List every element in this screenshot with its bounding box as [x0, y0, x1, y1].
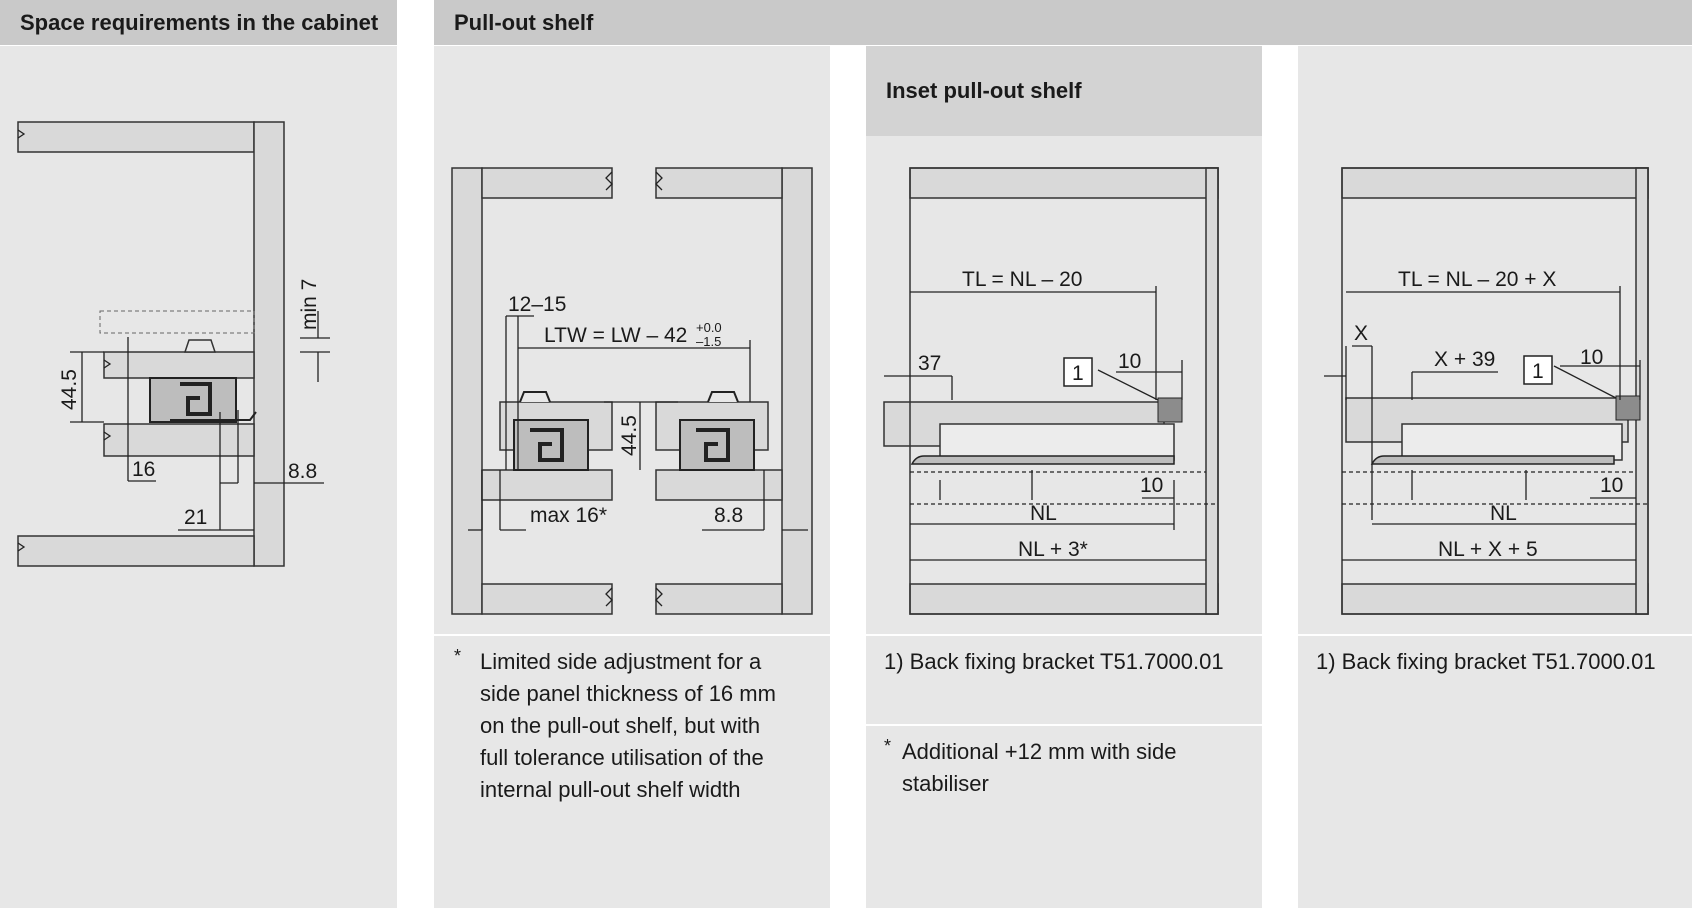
overlay-dim-x39: X + 39: [1434, 348, 1496, 371]
pullout-note-line-2: side panel thickness of 16 mm: [480, 681, 776, 706]
space-diagram: [0, 0, 397, 908]
pullout-divider: [434, 634, 830, 636]
dim-max16: max 16*: [530, 504, 608, 527]
shelf-outline-dashed: [100, 311, 254, 333]
runner-profile: [150, 378, 256, 422]
pullout-note-line-5: internal pull-out shelf width: [480, 777, 741, 802]
pullout-note-line-4: full tolerance utilisation of the: [480, 745, 764, 770]
overlay-dim-10b: 10: [1600, 474, 1624, 497]
inset-note-2-line-2: stabiliser: [902, 771, 989, 796]
pullout-note-line-3: on the pull-out shelf, but with: [480, 713, 761, 738]
inset-note-1: 1) Back fixing bracket T51.7000.01: [884, 649, 1224, 674]
inset-dim-10a: 10: [1118, 350, 1142, 373]
inset-dim-tl: TL = NL – 20: [962, 268, 1083, 291]
pullout-title: Pull-out shelf: [454, 9, 594, 35]
dim-16: 16: [132, 458, 156, 481]
shelf-board-lower: [104, 424, 254, 456]
inset-divider-2: [866, 724, 1262, 726]
pullout-note: [454, 646, 820, 806]
dim-12-15: 12–15: [508, 293, 567, 316]
inset-dim-37: 37: [918, 352, 942, 375]
inset-diagram: [866, 0, 1262, 634]
dim-tol-up: +0.0: [696, 320, 722, 335]
cabinet-top-board: [18, 122, 254, 152]
overlay-dim-nlx5: NL + X + 5: [1438, 538, 1538, 561]
cabinet-side-panel: [254, 122, 284, 566]
pullout-note-line-1: Limited side adjustment for a: [480, 649, 762, 674]
dim-44-5: 44.5: [58, 369, 81, 410]
inset-dim-10b: 10: [1140, 474, 1164, 497]
inset-note-2-line-1: Additional +12 mm with side: [902, 739, 1177, 764]
cabinet-bottom-board: [18, 536, 254, 566]
inset-divider-1: [866, 634, 1262, 636]
inset-title: Inset pull-out shelf: [886, 78, 1082, 103]
dim-21: 21: [184, 506, 208, 529]
overlay-callout-1: 1: [1532, 360, 1544, 383]
inset-dim-nl: NL: [1030, 502, 1057, 525]
dim-ltw: LTW = LW – 42: [544, 324, 688, 347]
inset-note-2: [884, 736, 1252, 800]
overlay-dim-10a: 10: [1580, 346, 1604, 369]
inset-callout-1: 1: [1072, 362, 1084, 385]
overlay-dim-nl: NL: [1490, 502, 1517, 525]
pullout-diagram: [434, 0, 830, 634]
overlay-diagram: [1298, 0, 1692, 634]
overlay-dim-x: X: [1354, 322, 1369, 345]
inset-note-star: *: [884, 736, 892, 756]
inset-dim-nl3: NL + 3*: [1018, 538, 1088, 561]
overlay-note-1: 1) Back fixing bracket T51.7000.01: [1316, 649, 1656, 674]
overlay-dim-tl: TL = NL – 20 + X: [1398, 268, 1557, 291]
pullout-note-star: *: [454, 646, 462, 666]
dim-8-8-pullout: 8.8: [714, 504, 744, 527]
space-title: Space requirements in the cabinet: [20, 9, 379, 35]
overlay-divider: [1298, 634, 1692, 636]
dim-8-8: 8.8: [288, 460, 318, 483]
dim-44-5-pullout: 44.5: [618, 415, 641, 456]
dim-tol-dn: –1.5: [696, 334, 722, 349]
dim-min7: min 7: [298, 278, 321, 330]
shelf-board-upper: [104, 352, 254, 378]
